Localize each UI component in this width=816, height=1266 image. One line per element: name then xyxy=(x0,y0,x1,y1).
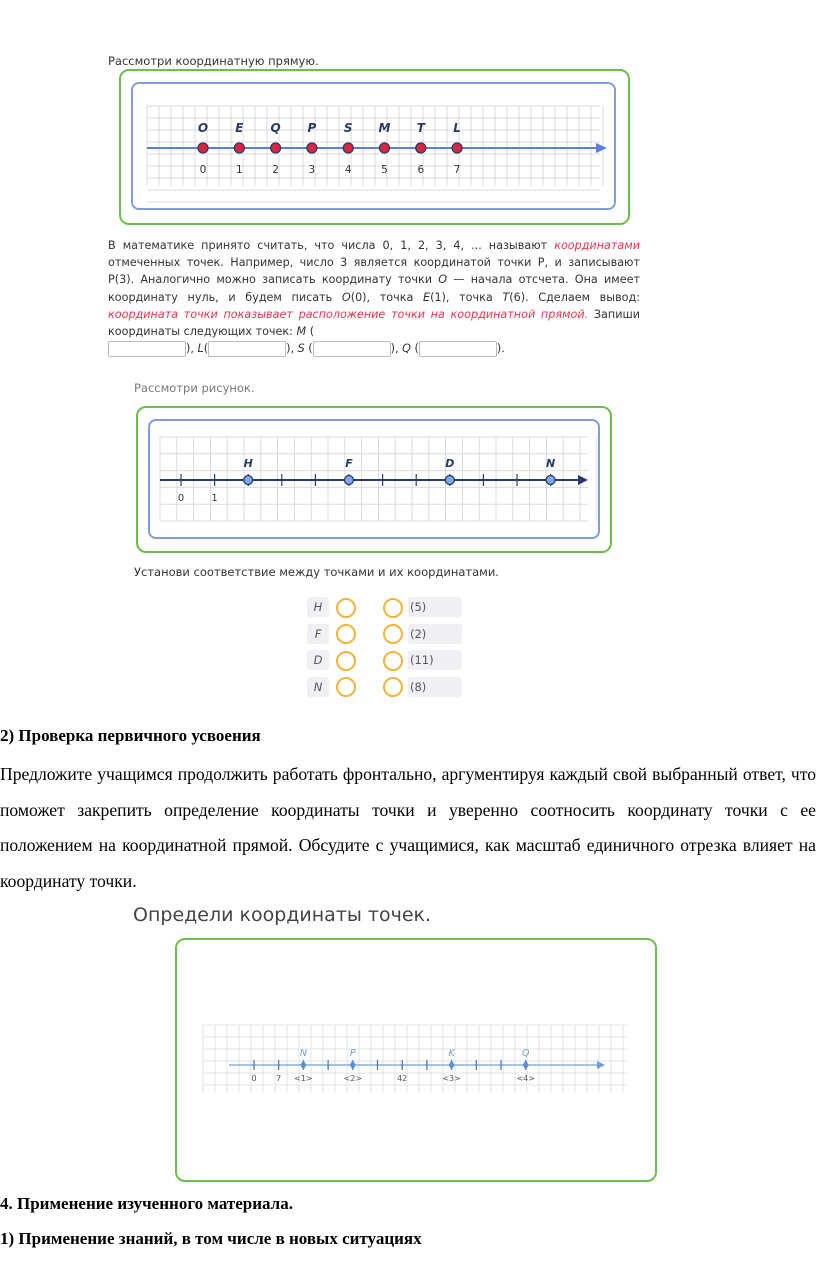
para-O: O xyxy=(438,273,448,287)
tick-label-2: <1> xyxy=(294,1074,313,1083)
match-right-2: (11) xyxy=(408,650,462,670)
match-right-3: (8) xyxy=(408,677,462,697)
point-label-M: M xyxy=(378,121,391,135)
point-M xyxy=(380,143,390,153)
match-right-circle-2[interactable] xyxy=(383,651,403,671)
task3-title: Определи координаты точек. xyxy=(133,904,432,926)
coord-label-5: 5 xyxy=(381,164,388,176)
axis-arrow-2 xyxy=(578,475,588,485)
match-left-circle-H[interactable] xyxy=(336,598,356,618)
point-N xyxy=(546,476,555,485)
point-F xyxy=(345,476,354,485)
para-O0-val: (0), точка xyxy=(350,290,414,304)
point-label-F: F xyxy=(345,457,353,470)
coord-label-3: 3 xyxy=(308,164,316,176)
axis-arrow-3 xyxy=(597,1061,605,1069)
answer-M-input[interactable] xyxy=(108,341,186,357)
coord-label-0: 0 xyxy=(199,164,207,176)
coord-label-6: 6 xyxy=(417,164,425,176)
match-right-circle-3[interactable] xyxy=(383,677,403,697)
match-left-circle-N[interactable] xyxy=(336,677,356,697)
para-red-1: координатами xyxy=(554,239,640,252)
answer-Q-input[interactable] xyxy=(419,341,497,357)
ask-L-label: L xyxy=(197,342,204,356)
para-E-val: (1), точка xyxy=(430,290,493,304)
point-label-P: P xyxy=(349,1048,356,1059)
task1-inner-frame xyxy=(131,82,616,210)
point-label-D: D xyxy=(445,457,455,470)
point-S xyxy=(343,143,353,153)
ask-M-label: M xyxy=(296,325,307,339)
point-D xyxy=(445,476,454,485)
tick-label-0: 0 xyxy=(251,1074,257,1083)
match-right-0: (5) xyxy=(408,597,462,617)
tick-label-4: 42 xyxy=(397,1074,408,1083)
para-E: E xyxy=(423,290,431,304)
match-right-circle-0[interactable] xyxy=(383,598,403,618)
match-left-N: N xyxy=(307,677,329,697)
point-label-P: P xyxy=(307,121,317,135)
tick-label-6: <4> xyxy=(516,1074,535,1083)
number-line-2 xyxy=(150,421,598,537)
point-L xyxy=(452,143,462,153)
number-line-1 xyxy=(133,84,614,208)
para-T-val: (6). Сделаем вывод: xyxy=(509,290,641,304)
point-label-K: K xyxy=(448,1048,455,1059)
para-text-2: отмеченных точек. Например, число 3 является координатой точки P, и записывают P(3). Аналогично можно записать координату точки xyxy=(108,256,640,287)
coord-label-4: 4 xyxy=(344,164,352,176)
point-label-N: N xyxy=(299,1048,307,1059)
ask-S-label: S xyxy=(297,342,305,356)
para-O0: O xyxy=(341,290,351,304)
point-label-N: N xyxy=(545,457,556,470)
tick-label-3: <2> xyxy=(343,1074,363,1083)
para-red-2: координата точки показывает расположение точки на координатной прямой. xyxy=(108,307,589,321)
point-label-Q: Q xyxy=(270,121,281,135)
point-label-Q: Q xyxy=(521,1048,530,1059)
match-left-H: H xyxy=(307,597,329,617)
match-left-circle-F[interactable] xyxy=(336,624,356,644)
point-label-S: S xyxy=(343,121,353,135)
point-H xyxy=(244,476,253,485)
axis-arrow xyxy=(596,143,607,153)
point-O xyxy=(198,143,208,153)
point-label-E: E xyxy=(235,121,244,135)
tick-label-5: <3> xyxy=(442,1074,461,1083)
task2-cut-caption: Рассмотри рисунок. xyxy=(134,381,255,395)
task2-cut-caption-wrap xyxy=(134,381,255,397)
section-paragraph: Предложите учащимся продолжить работать фронтально, аргументируя каждый свой выбранный ответ, что поможет закрепить определение координаты точки и уверенно соотносить координату точки с ее положением на координатной прямой. Обсудите с учащимися, как масштаб единичного отрезка влияет на координату точки. xyxy=(0,764,816,891)
match-right-circle-1[interactable] xyxy=(383,624,403,644)
para-text-3: — начала отсчета. Она имеет координату нуль, и будем писать xyxy=(108,273,640,304)
section-heading: 2) Проверка первичного усвоения xyxy=(0,726,261,745)
point-P xyxy=(307,143,317,153)
task2-instruction: Установи соответствие между точками и их координатами. xyxy=(134,565,499,579)
coord-label-1: 1 xyxy=(235,164,243,176)
answer-L-input[interactable] xyxy=(208,341,286,357)
task2-inner-frame xyxy=(148,419,600,539)
task1-instruction: Рассмотри координатную прямую. xyxy=(108,54,319,68)
task1-paragraph: В математике принято считать, что числа 0, 1, 2, 3, 4, ... называют координатами отмеченных точек. Например, число 3 является координатой точки P, и записывают P(3). Аналогично можно записать координату точки O — начала отсчета. Она имеет координату нуль, и будем писать O(0), точка E(1), точка T(6). Сделаем вывод: координата точки показывает расположение точки на координатной прямой. Запиши координаты следующих точек: M ( ), L( ), S ( ), Q ( ). xyxy=(108,239,641,356)
para-text-4: Запиши координаты следующих точек: xyxy=(108,307,640,339)
match-left-F: F xyxy=(307,624,329,644)
ask-Q-label: Q xyxy=(402,342,411,356)
point-Q xyxy=(271,143,281,153)
tick-label-0: 0 xyxy=(177,493,185,504)
heading-new-situations: 1) Применение знаний, в том числе в новых ситуациях xyxy=(0,1229,422,1248)
point-label-H: H xyxy=(243,457,253,470)
point-label-L: L xyxy=(453,121,461,135)
tick-label-1: 7 xyxy=(276,1074,282,1083)
point-label-O: O xyxy=(197,121,209,135)
match-right-1: (2) xyxy=(408,624,462,644)
point-E xyxy=(234,143,244,153)
point-T xyxy=(416,143,426,153)
tick-label-1: 1 xyxy=(211,493,218,504)
coord-label-2: 2 xyxy=(272,164,279,176)
answer-S-input[interactable] xyxy=(313,341,391,357)
match-left-D: D xyxy=(307,650,329,670)
coord-label-7: 7 xyxy=(453,164,461,176)
heading-application: 4. Применение изученного материала. xyxy=(0,1194,293,1213)
point-label-T: T xyxy=(416,121,425,135)
para-text-1: В математике принято считать, что числа 0, 1, 2, 3, 4, ... называют xyxy=(108,239,548,252)
number-line-3 xyxy=(203,1025,627,1093)
para-T: T xyxy=(502,290,510,304)
match-left-circle-D[interactable] xyxy=(336,651,356,671)
